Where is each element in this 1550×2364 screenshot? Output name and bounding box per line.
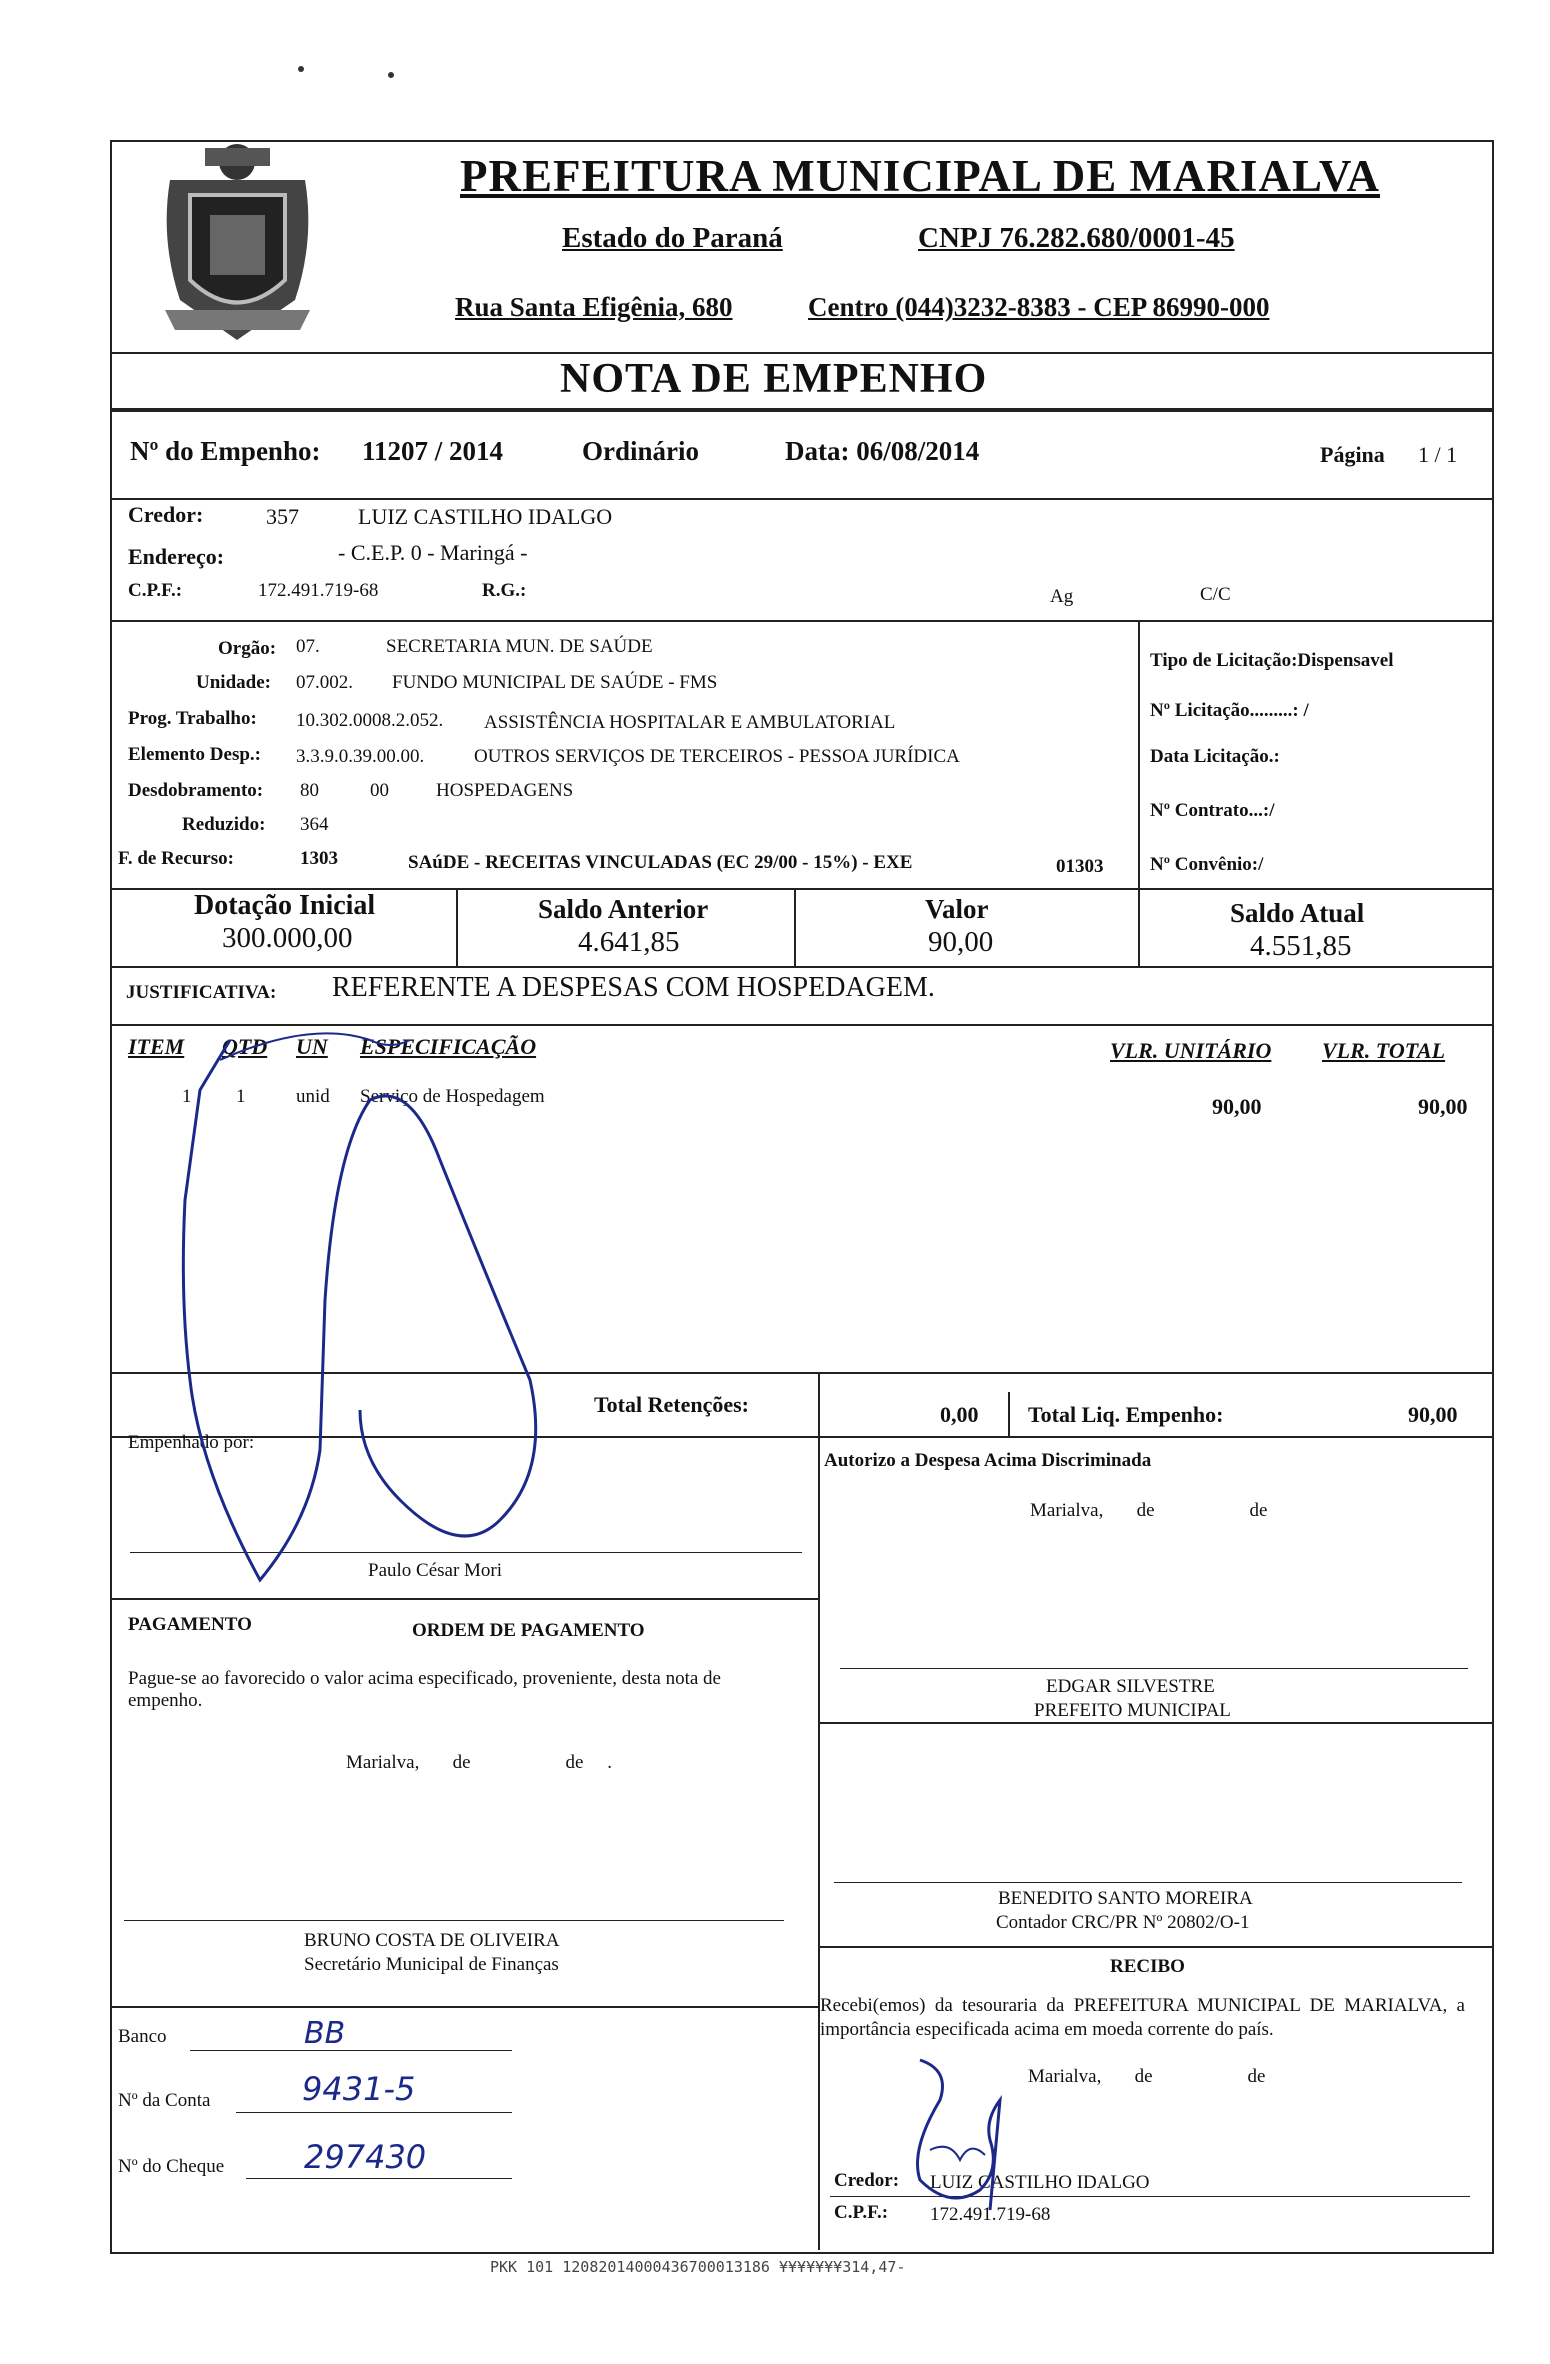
credor-code: 357 bbox=[266, 504, 299, 529]
orgao-label: Orgão: bbox=[218, 638, 277, 659]
desdobramento-label: Desdobramento: bbox=[128, 780, 264, 801]
convenio-numero: Nº Convênio:/ bbox=[1150, 854, 1264, 875]
empenho-date: Data: 06/08/2014 bbox=[785, 436, 980, 466]
recibo-text: Recebi(emos) da tesouraria da PREFEITURA MUNICIPAL DE MARIALVA, a importância especificada acima em moeda corrente do país. bbox=[820, 1995, 1465, 2040]
recibo-cpf: 172.491.719-68 bbox=[930, 2204, 1051, 2225]
prog-code: 10.302.0008.2.052. bbox=[296, 710, 444, 731]
conta-label: Nº da Conta bbox=[118, 2090, 211, 2111]
retencoes-label: Total Retenções: bbox=[594, 1392, 749, 1417]
contrato-numero: Nº Contrato...:/ bbox=[1150, 800, 1275, 821]
licitacao-data: Data Licitação.: bbox=[1150, 746, 1280, 767]
recibo-title: RECIBO bbox=[1110, 1956, 1185, 1977]
pagamento-text: Pague-se ao favorecido o valor acima especificado, proveniente, desta nota de empenho. bbox=[128, 1668, 721, 1711]
cheque-value: 297430 bbox=[304, 2138, 427, 2176]
credor-name: LUIZ CASTILHO IDALGO bbox=[358, 504, 613, 529]
saldo-anterior-value: 4.641,85 bbox=[578, 926, 680, 958]
institution-title: PREFEITURA MUNICIPAL DE MARIALVA bbox=[460, 151, 1381, 201]
empenhado-label: Empenhado por: bbox=[128, 1432, 255, 1453]
unidade-name: FUNDO MUNICIPAL DE SAÚDE - FMS bbox=[392, 672, 718, 693]
justificativa-label: JUSTIFICATIVA: bbox=[126, 982, 277, 1003]
col-header-vlr-total: VLR. TOTAL bbox=[1322, 1038, 1446, 1063]
item-number: 1 bbox=[182, 1086, 192, 1107]
item-qtd: 1 bbox=[236, 1086, 246, 1107]
autorizo-text: Autorizo a Despesa Acima Discriminada bbox=[824, 1450, 1152, 1471]
empenho-number-label: Nº do Empenho: bbox=[130, 436, 321, 466]
autorizo-place-date: Marialva, de de bbox=[1030, 1500, 1268, 1521]
credor-address: - C.E.P. 0 - Maringá - bbox=[338, 540, 528, 565]
scan-mark bbox=[388, 72, 394, 78]
address-rest: Centro (044)3232-8383 - CEP 86990-000 bbox=[808, 292, 1270, 322]
liquido-label: Total Liq. Empenho: bbox=[1028, 1402, 1224, 1427]
cpf-label: C.P.F.: bbox=[128, 580, 183, 601]
valor-value: 90,00 bbox=[928, 926, 994, 958]
secretario-role: Secretário Municipal de Finanças bbox=[304, 1954, 559, 1975]
reduzido-label: Reduzido: bbox=[182, 814, 266, 835]
recurso-code: 1303 bbox=[300, 848, 338, 869]
banco-label: Banco bbox=[118, 2026, 167, 2047]
pagamento-label: PAGAMENTO bbox=[128, 1614, 252, 1635]
pagamento-place-date: Marialva, de de . bbox=[346, 1752, 612, 1773]
state-name: Estado do Paraná bbox=[562, 222, 783, 254]
prog-label: Prog. Trabalho: bbox=[128, 708, 257, 729]
prefeito-name: EDGAR SILVESTRE bbox=[1046, 1676, 1215, 1697]
elemento-code: 3.3.9.0.39.00.00. bbox=[296, 746, 425, 767]
page-label: Página bbox=[1320, 442, 1385, 467]
col-header-qtd: QTD bbox=[222, 1034, 268, 1059]
cc-label: C/C bbox=[1200, 584, 1231, 605]
dotacao-label: Dotação Inicial bbox=[194, 890, 376, 921]
document-title: NOTA DE EMPENHO bbox=[560, 356, 988, 402]
elemento-name: OUTROS SERVIÇOS DE TERCEIROS - PESSOA JURÍDICA bbox=[474, 746, 960, 767]
orgao-name: SECRETARIA MUN. DE SAÚDE bbox=[386, 636, 653, 657]
prog-name: ASSISTÊNCIA HOSPITALAR E AMBULATORIAL bbox=[484, 712, 896, 733]
street-address: Rua Santa Efigênia, 680 bbox=[455, 292, 733, 322]
footer-code: PKK 101 12082014000436700013186 ¥¥¥¥¥¥¥314,47- bbox=[490, 2258, 906, 2276]
page-number: 1 / 1 bbox=[1418, 442, 1458, 467]
liquido-value: 90,00 bbox=[1408, 1402, 1458, 1427]
saldo-atual-value: 4.551,85 bbox=[1250, 930, 1352, 962]
item-specification: Serviço de Hospedagem bbox=[360, 1086, 545, 1107]
dotacao-value: 300.000,00 bbox=[222, 922, 353, 954]
conta-value: 9431-5 bbox=[302, 2070, 416, 2108]
saldo-anterior-label: Saldo Anterior bbox=[538, 894, 709, 924]
item-unit-value: 90,00 bbox=[1212, 1094, 1262, 1119]
empenho-type: Ordinário bbox=[582, 436, 700, 466]
licitacao-tipo: Tipo de Licitação:Dispensavel bbox=[1150, 650, 1394, 671]
licitacao-numero: Nº Licitação.........: / bbox=[1150, 700, 1309, 721]
saldo-atual-label: Saldo Atual bbox=[1230, 898, 1365, 928]
col-header-un: UN bbox=[296, 1034, 328, 1059]
elemento-label: Elemento Desp.: bbox=[128, 744, 261, 765]
rg-label: R.G.: bbox=[482, 580, 527, 601]
unidade-label: Unidade: bbox=[196, 672, 271, 693]
item-total-value: 90,00 bbox=[1418, 1094, 1468, 1119]
cheque-label: Nº do Cheque bbox=[118, 2156, 225, 2177]
valor-label: Valor bbox=[925, 894, 989, 924]
banco-value: BB bbox=[304, 2016, 346, 2051]
unidade-code: 07.002. bbox=[296, 672, 353, 693]
coat-of-arms-icon bbox=[150, 140, 325, 350]
empenho-number: 11207 / 2014 bbox=[362, 436, 504, 466]
desdobramento-code: 80 bbox=[300, 780, 319, 801]
recurso-name: SAúDE - RECEITAS VINCULADAS (EC 29/00 - 15%) - EXE bbox=[408, 852, 913, 873]
recurso-code-2: 01303 bbox=[1056, 856, 1104, 877]
justificativa-text: REFERENTE A DESPESAS COM HOSPEDAGEM. bbox=[332, 972, 935, 1003]
orgao-code: 07. bbox=[296, 636, 320, 657]
credor-cpf: 172.491.719-68 bbox=[258, 580, 379, 601]
item-un: unid bbox=[296, 1086, 330, 1107]
reduzido-code: 364 bbox=[300, 814, 329, 835]
ordem-pagamento-title: ORDEM DE PAGAMENTO bbox=[412, 1620, 645, 1641]
scan-mark bbox=[298, 66, 304, 72]
contador-name: BENEDITO SANTO MOREIRA bbox=[998, 1888, 1253, 1909]
prefeito-role: PREFEITO MUNICIPAL bbox=[1034, 1700, 1231, 1721]
recibo-credor-label: Credor: bbox=[834, 2170, 900, 2191]
cnpj: CNPJ 76.282.680/0001-45 bbox=[918, 222, 1235, 254]
recurso-label: F. de Recurso: bbox=[118, 848, 234, 869]
address-label: Endereço: bbox=[128, 544, 225, 569]
contador-role: Contador CRC/PR Nº 20802/O-1 bbox=[996, 1912, 1250, 1933]
col-header-item: ITEM bbox=[128, 1034, 185, 1059]
recibo-credor-name: LUIZ CASTILHO IDALGO bbox=[930, 2172, 1150, 2193]
col-header-especificacao: ESPECIFICAÇÃO bbox=[360, 1034, 537, 1059]
empenhado-name: Paulo César Mori bbox=[368, 1560, 503, 1581]
secretario-name: BRUNO COSTA DE OLIVEIRA bbox=[304, 1930, 560, 1951]
ag-label: Ag bbox=[1050, 586, 1074, 607]
recibo-cpf-label: C.P.F.: bbox=[834, 2202, 889, 2223]
col-header-vlr-unitario: VLR. UNITÁRIO bbox=[1110, 1038, 1272, 1063]
retencoes-value: 0,00 bbox=[940, 1402, 979, 1427]
desdobramento-name: HOSPEDAGENS bbox=[436, 780, 574, 801]
desdobramento-code-2: 00 bbox=[370, 780, 389, 801]
recibo-place-date: Marialva, de de bbox=[1028, 2066, 1266, 2087]
credor-label: Credor: bbox=[128, 502, 204, 527]
